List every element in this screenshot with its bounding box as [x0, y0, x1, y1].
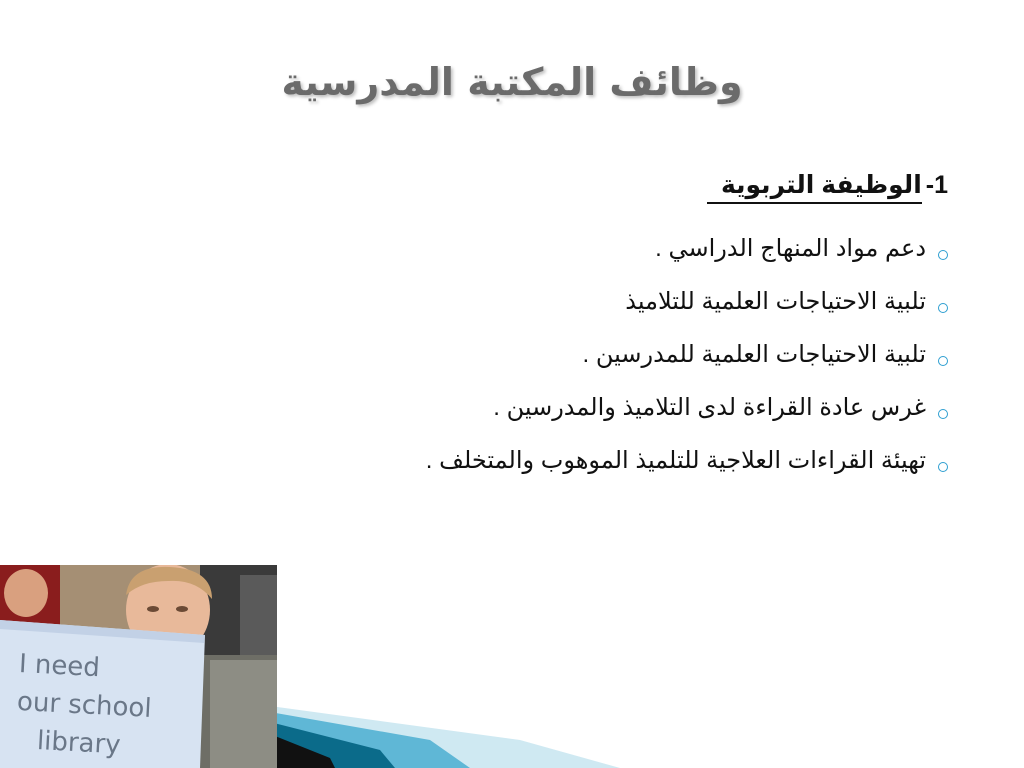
sign-text: [14, 645, 154, 766]
section-label: الوظيفة التربوية: [707, 170, 922, 204]
list-item-text: تلبية الاحتياجات العلمية للتلاميذ: [625, 288, 926, 315]
list-item-text: تلبية الاحتياجات العلمية للمدرسين .: [582, 341, 926, 368]
list-item-text: غرس عادة القراءة لدى التلاميذ والمدرسين .: [493, 394, 926, 421]
slide-title: وظائف المكتبة المدرسية: [281, 60, 743, 104]
photo-boy-with-sign: [0, 565, 277, 768]
sign-line: our school: [16, 686, 153, 724]
sign-line: library: [36, 726, 122, 761]
section-number: 1: [934, 171, 948, 199]
list-item-text: تهيئة القراءات العلاجية للتلميذ الموهوب والمتخلف .: [425, 447, 926, 474]
list-item-text: دعم مواد المنهاج الدراسي .: [655, 235, 926, 262]
section-dash: -: [925, 171, 935, 199]
sign-line: I need: [18, 648, 101, 684]
